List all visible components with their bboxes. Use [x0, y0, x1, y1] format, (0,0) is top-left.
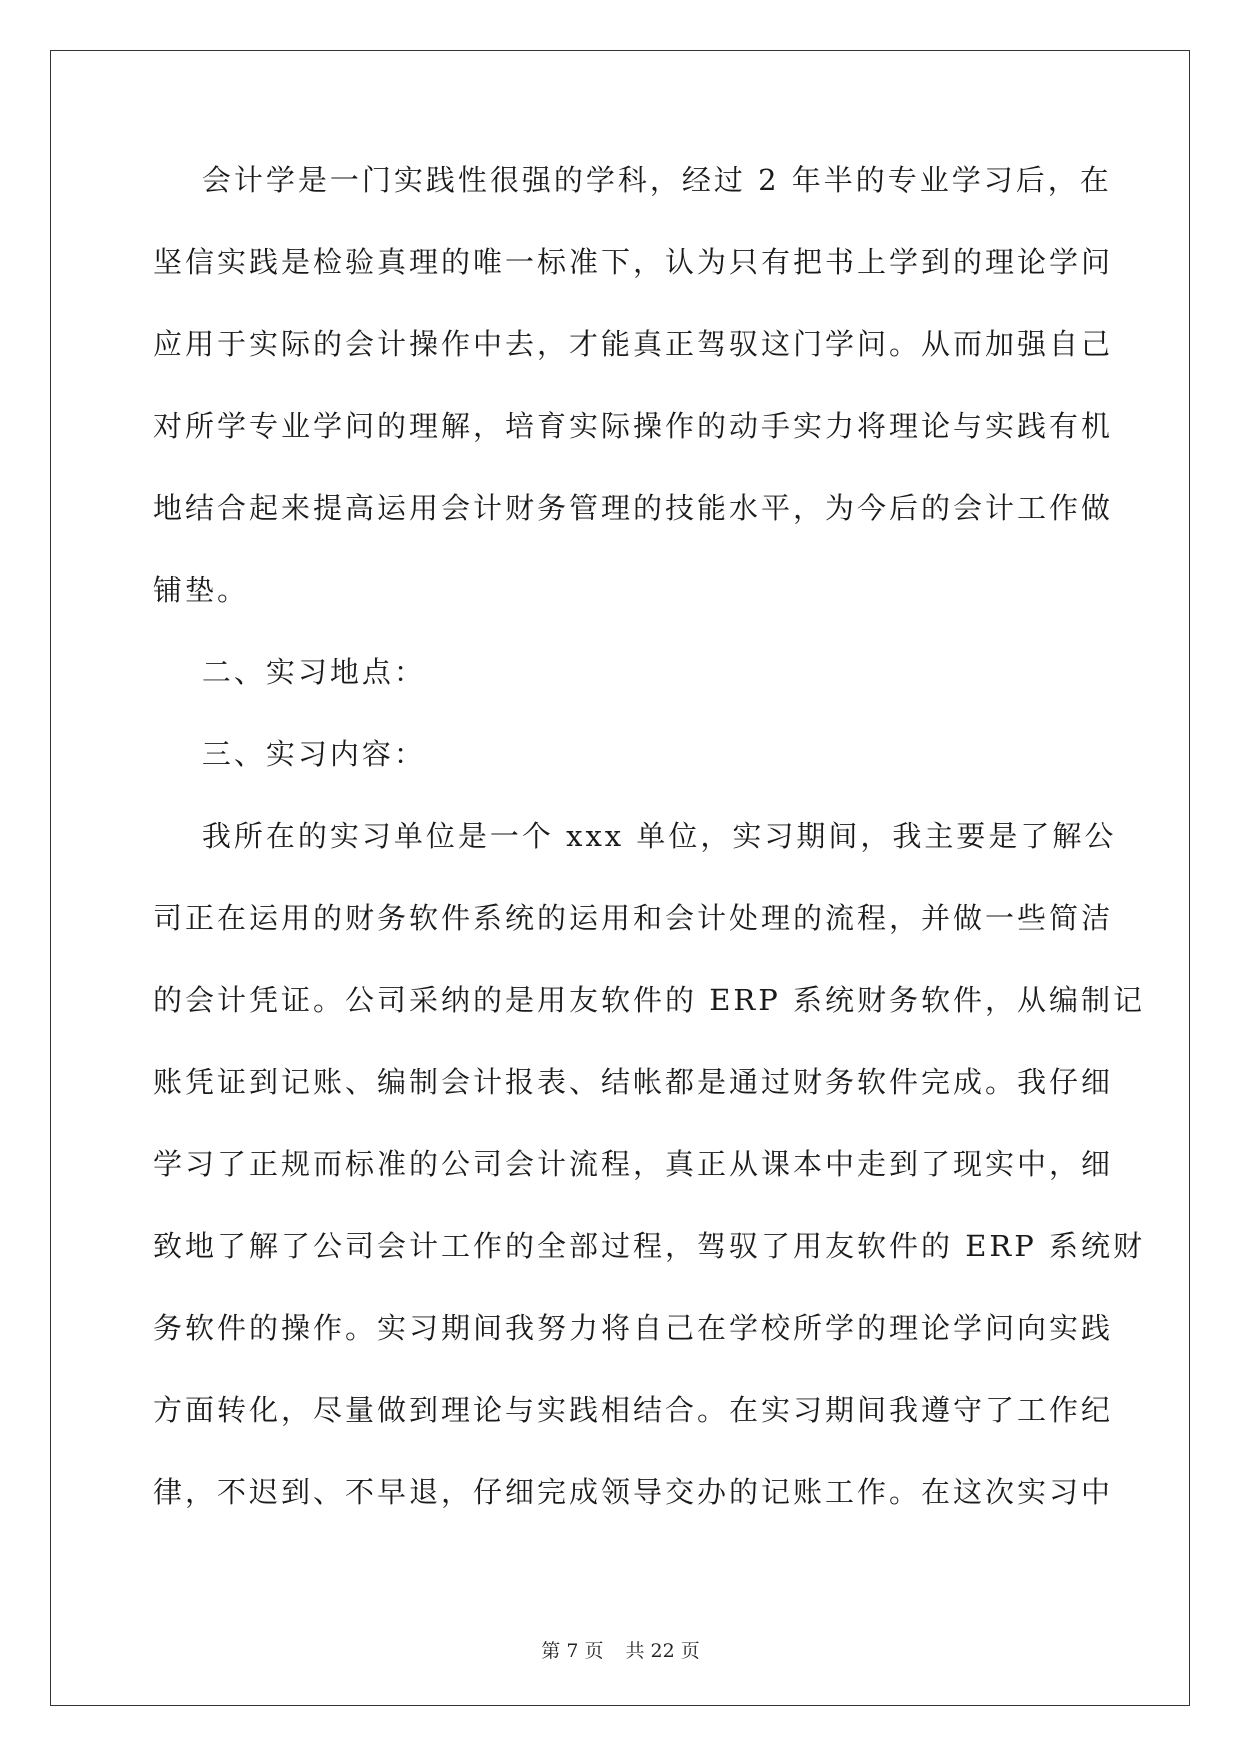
text-line: 律，不迟到、不早退，仔细完成领导交办的记账工作。在这次实习中: [153, 1475, 1114, 1509]
text-line: 的会计凭证。公司采纳的是用友软件的 ERP 系统财务软件，从编制记: [153, 983, 1145, 1017]
page-number-total: 共 22 页: [625, 1640, 700, 1662]
text-line: 我所在的实习单位是一个 xxx 单位，实习期间，我主要是了解公: [153, 819, 1117, 853]
text-line: 会计学是一门实践性很强的学科，经过 2 年半的专业学习后，在: [153, 163, 1112, 197]
section-heading: 三、实习内容：: [153, 737, 426, 771]
text-line: 致地了解了公司会计工作的全部过程，驾驭了用友软件的 ERP 系统财: [153, 1229, 1145, 1263]
text-line: 账凭证到记账、编制会计报表、结帐都是通过财务软件完成。我仔细: [153, 1065, 1114, 1099]
text-line: 应用于实际的会计操作中去，才能真正驾驭这门学问。从而加强自己: [153, 327, 1114, 361]
text-line: 铺垫。: [153, 573, 250, 607]
text-line: 方面转化，尽量做到理论与实践相结合。在实习期间我遵守了工作纪: [153, 1393, 1114, 1427]
text-line: 地结合起来提高运用会计财务管理的技能水平，为今后的会计工作做: [153, 491, 1114, 525]
text-line: 对所学专业学问的理解，培育实际操作的动手实力将理论与实践有机: [153, 409, 1114, 443]
text-line: 司正在运用的财务软件系统的运用和会计处理的流程，并做一些简洁: [153, 901, 1114, 935]
page-footer: [0, 1636, 1241, 1663]
section-heading: 二、实习地点：: [153, 655, 426, 689]
text-line: 学习了正规而标准的公司会计流程，真正从课本中走到了现实中，细: [153, 1147, 1114, 1181]
document-body: [153, 163, 1145, 1559]
page-number-current: 第 7 页: [541, 1640, 604, 1662]
text-line: 坚信实践是检验真理的唯一标准下，认为只有把书上学到的理论学问: [153, 245, 1114, 279]
text-line: 务软件的操作。实习期间我努力将自己在学校所学的理论学问向实践: [153, 1311, 1114, 1345]
